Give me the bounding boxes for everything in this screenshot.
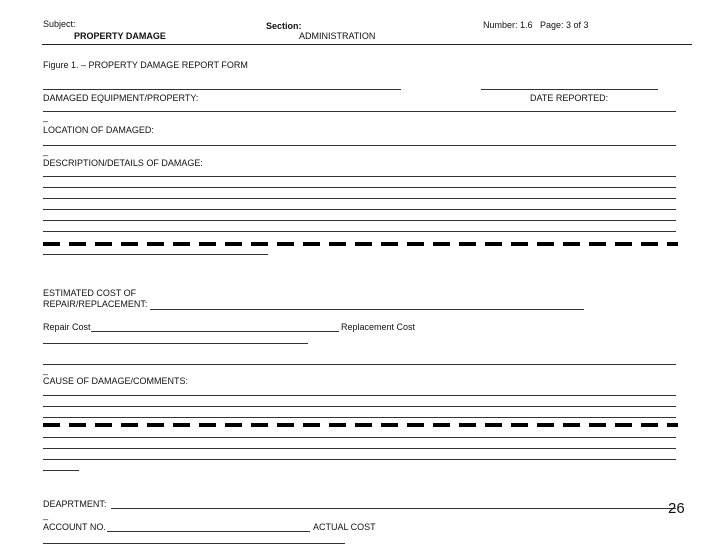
form-line[interactable] <box>43 176 676 177</box>
form-line[interactable] <box>43 406 676 407</box>
form-line[interactable] <box>43 448 676 449</box>
department-label: DEAPRTMENT: <box>43 499 107 509</box>
damaged-equipment-label: DAMAGED EQUIPMENT/PROPERTY: <box>43 93 199 103</box>
damaged-equipment-line[interactable] <box>43 89 401 90</box>
replacement-cost-label: Replacement Cost <box>341 322 416 332</box>
form-line[interactable] <box>43 209 676 210</box>
section-value: ADMINISTRATION <box>299 31 376 41</box>
location-label: LOCATION OF DAMAGED: <box>43 125 154 135</box>
form-line[interactable] <box>43 220 676 221</box>
page-indicator: Page: 3 of 3 <box>540 20 589 30</box>
underscore-mark: _ <box>43 510 49 520</box>
form-line[interactable] <box>43 187 676 188</box>
header-rule <box>42 44 692 45</box>
repair-replacement-label: REPAIR/REPLACEMENT: <box>43 299 148 309</box>
actual-cost-line[interactable] <box>43 543 345 544</box>
underscore-mark: _ <box>43 146 49 156</box>
form-line-short[interactable] <box>43 254 268 255</box>
date-reported-label: DATE REPORTED: <box>530 93 609 103</box>
actual-cost-label: ACTUAL COST <box>313 522 376 532</box>
estimated-cost-label: ESTIMATED COST OF <box>43 288 137 298</box>
subject-label: Subject: <box>43 19 76 29</box>
department-line[interactable] <box>111 508 676 509</box>
form-line[interactable] <box>43 395 676 396</box>
repair-cost-line[interactable] <box>91 331 339 332</box>
repair-cost-label: Repair Cost <box>43 322 91 332</box>
figure-title: Figure 1. – PROPERTY DAMAGE REPORT FORM <box>43 60 248 70</box>
document-number: Number: 1.6 <box>483 20 533 30</box>
form-line[interactable] <box>43 198 676 199</box>
form-line[interactable] <box>43 437 676 438</box>
replacement-cost-line[interactable] <box>43 343 308 344</box>
account-no-line[interactable] <box>107 531 310 532</box>
description-label: DESCRIPTION/DETAILS OF DAMAGE: <box>43 158 203 168</box>
form-line[interactable] <box>43 111 676 112</box>
account-no-label: ACCOUNT NO. <box>43 522 106 532</box>
underscore-mark: _ <box>43 112 49 122</box>
section-label: Section: <box>266 21 302 31</box>
page-number: 26 <box>668 500 685 517</box>
underscore-mark: _ <box>43 365 49 375</box>
form-line[interactable] <box>43 417 676 418</box>
dashed-separator <box>43 423 678 427</box>
cause-label: CAUSE OF DAMAGE/COMMENTS: <box>43 376 189 386</box>
dashed-separator <box>43 242 678 246</box>
form-line[interactable] <box>43 364 676 365</box>
form-line[interactable] <box>43 231 676 232</box>
form-line[interactable] <box>43 145 676 146</box>
date-reported-line[interactable] <box>481 89 658 90</box>
repair-replacement-line[interactable] <box>150 309 584 310</box>
form-line[interactable] <box>43 459 676 460</box>
subject-value: PROPERTY DAMAGE <box>74 31 166 41</box>
form-line-short[interactable] <box>43 470 79 471</box>
